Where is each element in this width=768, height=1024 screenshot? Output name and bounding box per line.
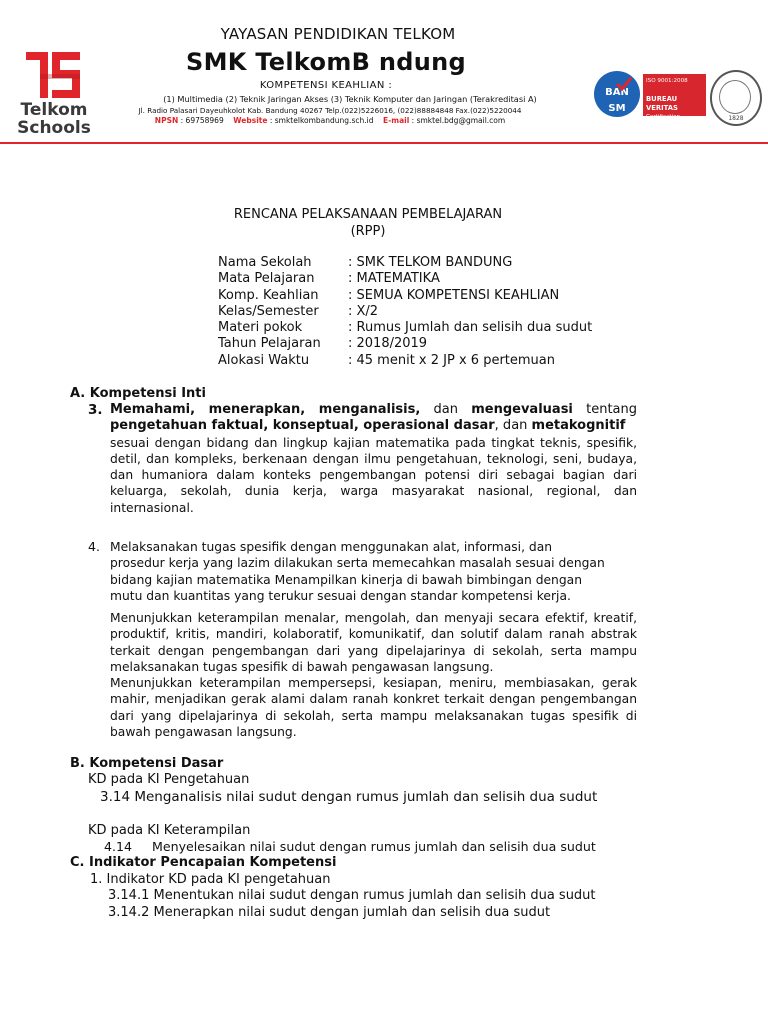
- header-divider: [0, 142, 768, 144]
- info-value: : SMK TELKOM BANDUNG: [348, 255, 513, 270]
- npsn-value: : 69758969: [180, 116, 224, 125]
- contact-line: [0, 116, 660, 125]
- indikator-3-14-2: 3.14.2 Menerapkan nilai sudut dengan jumlah dan selisih dua sudut: [108, 905, 551, 920]
- ki3-number: 3.: [88, 402, 103, 418]
- kd-4-14-text: Menyelesaikan nilai sudut dengan rumus jumlah dan selisih dua sudut: [152, 839, 596, 854]
- info-row: [218, 255, 592, 271]
- info-key: Kelas/Semester: [218, 303, 319, 319]
- identity-table: [218, 255, 592, 369]
- section-c-heading: C. Indikator Pencapaian Kompetensi: [70, 855, 337, 870]
- info-key: Nama Sekolah: [218, 255, 312, 270]
- section-a-heading: A. Kompetensi Inti: [70, 386, 206, 401]
- ki4-number: 4.: [88, 539, 101, 554]
- email-value[interactable]: : smktel.bdg@gmail.com: [411, 116, 506, 125]
- info-value: : X/2: [348, 303, 379, 319]
- indikator-3-14-1: 3.14.1 Menentukan nilai sudut dengan rumus jumlah dan selisih dua sudut: [108, 888, 596, 903]
- kompetensi-keahlian-label: KOMPETENSI KEAHLIAN :: [259, 80, 393, 91]
- info-value: : MATEMATIKA: [348, 271, 440, 287]
- info-row: [218, 271, 592, 287]
- seal-emblem-icon: [719, 80, 751, 114]
- info-row: [218, 336, 592, 352]
- ki3-text-2: tentang: [572, 402, 637, 417]
- ban-sm-logo: [594, 71, 640, 117]
- info-row: [218, 320, 592, 336]
- info-value: : 45 menit x 2 JP x 6 pertemuan: [348, 352, 555, 368]
- ki4-paragraph-2: Menunjukkan keterampilan menalar, mengolah, dan menyaji secara efektif, kreatif, produktif, kritis, mandiri, kolaboratif, komunikatif, dan solutif dalam ranah abstrak terkait dengan pengembangan dari yang dipelajarinya di sekolah, serta mampu melaksanakan tugas spesifik di bawah pengawasan langsung.: [110, 611, 637, 674]
- bureau-veritas-seal: [710, 70, 762, 126]
- info-value: : Rumus Jumlah dan selisih dua sudut: [348, 320, 593, 336]
- website-label: Website: [233, 116, 268, 125]
- info-row: [218, 353, 592, 369]
- ki3-description: sesuai dengan bidang dan lingkup kajian matematika pada tingkat teknis, spesifik, detil, dan kompleks, berkenaan dengan ilmu pengetahuan, teknologi, seni, budaya, dan humaniora dalam konteks pengembangan potensi diri sebagai bagian dari keluarga, sekolah, dunia kerja, warga masyarakat nasional, regional, dan internasional.: [110, 435, 637, 515]
- document-title: [0, 206, 736, 240]
- ki3-bold-1: Memahami, menerapkan, menganalisis,: [110, 402, 421, 417]
- ki3-bold-3: pengetahuan faktual, konseptual, operasional dasar: [110, 418, 495, 434]
- website-value[interactable]: : smktelkombandung.sch.id: [269, 116, 374, 125]
- ki4-text: Melaksanakan tugas spesifik dengan menggunakan alat, informasi, dan prosedur kerja yang lazim dilakukan serta memecahkan masalah sesuai dengan bidang kajian matematika Menampilkan kinerja di bawah bimbingan dengan mutu dan kuantitas yang terukur sesuai dengan standar kompetensi kerja.: [110, 540, 605, 603]
- info-row: [218, 304, 592, 320]
- kd-3-14: 3.14 Menganalisis nilai sudut dengan rumus jumlah dan selisih dua sudut: [100, 789, 598, 805]
- ki3-text-1: dan: [420, 402, 472, 417]
- info-key: Mata Pelajaran: [218, 271, 315, 287]
- school-name: SMK TelkomB ndung: [186, 48, 466, 76]
- school-address: Jl. Radio Palasari Dayeuhkolot Kab. Bandung 40267 Telp.(022)5226016, (022)88884848 Fax.(022)5220044: [138, 106, 522, 115]
- section-b-heading: B. Kompetensi Dasar: [70, 756, 224, 771]
- ban-sm-text: BAN SM: [605, 87, 629, 114]
- indikator-item-1: 1. Indikator KD pada KI pengetahuan: [90, 872, 331, 887]
- kd-keterampilan-label: KD pada KI Keterampilan: [88, 823, 251, 838]
- info-key: Tahun Pelajaran: [218, 336, 321, 352]
- logo-telkom-text: Telkom: [20, 100, 88, 120]
- title-line-1: RENCANA PELAKSANAAN PEMBELAJARAN: [233, 207, 503, 222]
- email-label: E-mail: [383, 116, 410, 125]
- ki3-text: [110, 402, 637, 516]
- ki4-paragraph-3: Menunjukkan keterampilan mempersepsi, kesiapan, meniru, membiasakan, gerak mahir, menjadikan gerak alami dalam ranah konkret terkait dengan pengembangan dari yang dipelajarinya di sekolah, serta mampu melaksanakan tugas spesifik di bawah pengawasan langsung.: [110, 676, 637, 739]
- npsn-label: NPSN: [154, 116, 179, 125]
- ki3-bold-2: mengevaluasi: [471, 402, 573, 417]
- info-value: : 2018/2019: [348, 336, 428, 352]
- title-line-2: (RPP): [350, 224, 386, 239]
- bureau-veritas-text: BUREAU VERITAS: [646, 95, 678, 112]
- certification-text: Certification: [646, 114, 681, 120]
- info-value: : SEMUA KOMPETENSI KEAHLIAN: [348, 287, 560, 303]
- kd-pengetahuan-label: KD pada KI Pengetahuan: [88, 772, 250, 787]
- program-list: (1) Multimedia (2) Teknik Jaringan Akses (3) Teknik Komputer dan Jaringan (Terakreditasi A): [163, 94, 537, 104]
- kd-4-14-number: 4.14: [104, 839, 133, 854]
- foundation-name: YAYASAN PENDIDIKAN TELKOM: [220, 25, 456, 43]
- logo-schools-text: Schools: [17, 118, 91, 138]
- info-key: Alokasi Waktu: [218, 352, 310, 368]
- seal-year: 1828: [728, 115, 744, 122]
- info-key: Materi pokok: [218, 320, 303, 336]
- info-row: [218, 288, 592, 304]
- ki3-text-3: , dan: [494, 418, 532, 434]
- iso-certification-badge: [643, 74, 706, 120]
- iso-standard: ISO 9001:2008: [646, 78, 688, 84]
- ki3-bold-4: metakognitif: [531, 418, 626, 434]
- info-key: Komp. Keahlian: [218, 287, 319, 303]
- checkmark-icon: [616, 77, 632, 91]
